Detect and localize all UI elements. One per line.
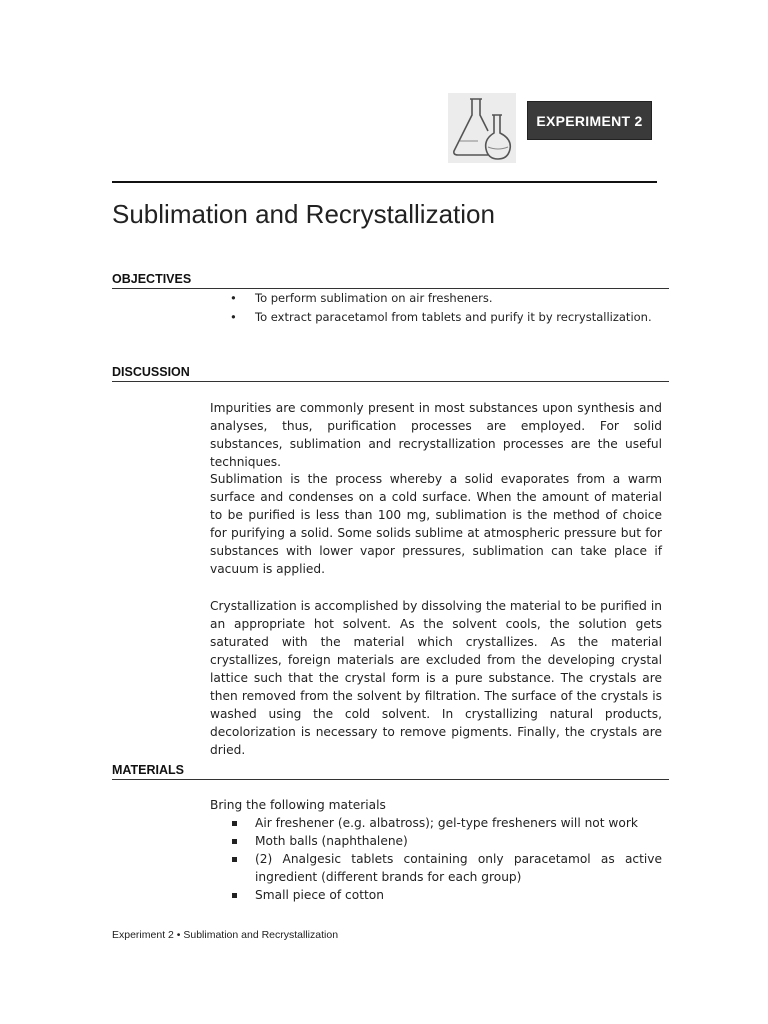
square-bullet-icon: [232, 893, 237, 898]
flask-icon: [448, 93, 516, 163]
objective-text: To perform sublimation on air fresheners.: [255, 291, 493, 305]
discussion-paragraph: Crystallization is accomplished by dissolving the material to be purified in an appropriate hot solvent. As the solvent cools, the solution gets saturated with the material which crystallizes. As the material crystallizes, foreign materials are excluded from the developing crystal lattice such that the crystal form is a pure substance. The crystals are then removed from the solvent by filtration. The surface of the crystals is washed using the cold solvent. In crystallizing natural products, decolorization is necessary to remove pigments. Finally, the crystals are dried.: [210, 599, 662, 757]
objective-item: [230, 308, 652, 327]
square-bullet-icon: [232, 857, 237, 862]
objective-item: [230, 289, 652, 308]
material-text: (2) Analgesic tablets containing only paracetamol as active ingredient (different brands for each group): [255, 852, 662, 884]
objectives-list: [230, 289, 652, 327]
material-text: Air freshener (e.g. albatross); gel-type fresheners will not work: [255, 816, 638, 830]
flask-icon-graphic: [448, 93, 516, 163]
bullet-icon: •: [230, 310, 237, 324]
square-bullet-icon: [232, 839, 237, 844]
experiment-badge: EXPERIMENT 2: [527, 101, 652, 140]
material-item: [232, 886, 662, 904]
objectives-heading: OBJECTIVES: [112, 272, 669, 289]
material-item: [232, 832, 662, 850]
bullet-icon: •: [230, 291, 237, 305]
header-divider: [112, 181, 657, 183]
materials-list: [232, 814, 662, 904]
material-text: Moth balls (naphthalene): [255, 834, 408, 848]
materials-intro: Bring the following materials: [210, 798, 386, 812]
discussion-paragraph: Impurities are commonly present in most substances upon synthesis and analyses, thus, purification processes are employed. For solid substances, sublimation and recrystallization processes are the useful techniques.: [210, 401, 662, 469]
square-bullet-icon: [232, 821, 237, 826]
page-footer: Experiment 2 • Sublimation and Recrystallization: [112, 929, 339, 941]
materials-heading: MATERIALS: [112, 763, 669, 780]
material-text: Small piece of cotton: [255, 888, 384, 902]
material-item: [232, 814, 662, 832]
discussion-paragraph: Sublimation is the process whereby a solid evaporates from a warm surface and condenses on a cold surface. When the amount of material to be purified is less than 100 mg, sublimation is the method of choice for purifying a solid. Some solids sublime at atmospheric pressure but for substances with lower vapor pressures, sublimation can take place if vacuum is applied.: [210, 472, 662, 576]
page-title: Sublimation and Recrystallization: [112, 199, 495, 229]
material-item: [232, 850, 662, 886]
objective-text: To extract paracetamol from tablets and purify it by recrystallization.: [255, 310, 652, 324]
discussion-heading: DISCUSSION: [112, 365, 669, 382]
